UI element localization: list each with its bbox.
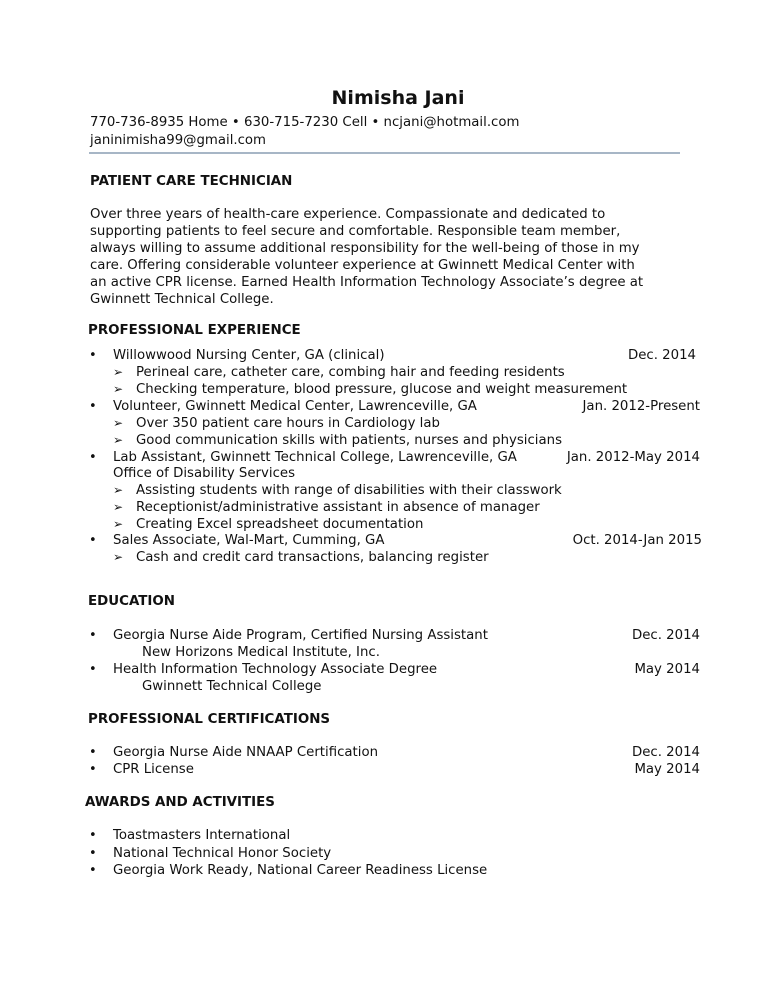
job-title: Sales Associate, Wal-Mart, Cumming, GA (113, 533, 385, 548)
education-date: Dec. 2014 (631, 628, 700, 643)
job-detail: Assisting students with range of disabilities with their classwork (136, 483, 562, 498)
bullet-icon: • (89, 399, 97, 414)
contact-line-1: 770-736-8935 Home • 630-715-7230 Cell • ncjani@hotmail.com (90, 115, 520, 130)
certification-date: Dec. 2014 (631, 745, 700, 760)
contact-line-2: janinimisha99@gmail.com (90, 133, 267, 148)
job-detail: Cash and credit card transactions, balancing register (136, 550, 489, 565)
bullet-icon: • (89, 863, 97, 878)
job-detail: Over 350 patient care hours in Cardiology lab (136, 416, 440, 431)
certification-date: May 2014 (634, 762, 700, 777)
objective-title: PATIENT CARE TECHNICIAN (90, 174, 293, 189)
awards-title: AWARDS AND ACTIVITIES (85, 795, 275, 810)
summary-line: supporting patients to feel secure and comfortable. Responsible team member, (90, 224, 621, 239)
job-date: Dec. 2014 (627, 348, 696, 363)
job-subtitle: Office of Disability Services (113, 466, 295, 481)
award-item: Georgia Work Ready, National Career Readiness License (113, 863, 488, 878)
job-date: Jan. 2012-Present (582, 399, 700, 414)
summary-line: an active CPR license. Earned Health Information Technology Associate’s degree at (90, 275, 644, 290)
summary-line: care. Offering considerable volunteer experience at Gwinnett Medical Center with (90, 258, 635, 273)
bullet-icon: • (89, 533, 97, 548)
job-detail: Receptionist/administrative assistant in absence of manager (136, 500, 540, 515)
bullet-icon: • (89, 846, 97, 861)
arrow-bullet-icon: ➢ (113, 500, 124, 514)
candidate-name: Nimisha Jani (331, 87, 465, 109)
education-degree: Georgia Nurse Aide Program, Certified Nursing Assistant (113, 628, 488, 643)
job-detail: Checking temperature, blood pressure, glucose and weight measurement (136, 382, 628, 397)
job-detail: Perineal care, catheter care, combing hair and feeding residents (136, 365, 565, 380)
education-degree: Health Information Technology Associate Degree (113, 662, 438, 677)
experience-title: PROFESSIONAL EXPERIENCE (88, 323, 301, 338)
bullet-icon: • (89, 762, 97, 777)
summary-line: Gwinnett Technical College. (90, 292, 274, 307)
award-item: National Technical Honor Society (113, 846, 332, 861)
job-title: Volunteer, Gwinnett Medical Center, Lawrenceville, GA (113, 399, 477, 414)
arrow-bullet-icon: ➢ (113, 517, 124, 531)
arrow-bullet-icon: ➢ (113, 416, 124, 430)
summary-line: Over three years of health-care experience. Compassionate and dedicated to (90, 207, 606, 222)
certification-name: Georgia Nurse Aide NNAAP Certification (113, 745, 379, 760)
bullet-icon: • (89, 662, 97, 677)
job-detail: Creating Excel spreadsheet documentation (136, 517, 424, 532)
education-school: Gwinnett Technical College (142, 679, 322, 694)
arrow-bullet-icon: ➢ (113, 550, 124, 564)
bullet-icon: • (89, 348, 97, 363)
education-title: EDUCATION (88, 594, 175, 609)
objective-summary (90, 206, 643, 308)
bullet-icon: • (89, 628, 97, 643)
education-date: May 2014 (634, 662, 700, 677)
award-item: Toastmasters International (113, 828, 291, 843)
arrow-bullet-icon: ➢ (113, 382, 124, 396)
job-title: Willowwood Nursing Center, GA (clinical) (113, 348, 385, 363)
header-divider (89, 152, 680, 154)
job-date: Jan. 2012-May 2014 (566, 450, 700, 465)
bullet-icon: • (89, 745, 97, 760)
certifications-title: PROFESSIONAL CERTIFICATIONS (88, 712, 331, 727)
bullet-icon: • (89, 828, 97, 843)
education-school: New Horizons Medical Institute, Inc. (142, 645, 380, 660)
arrow-bullet-icon: ➢ (113, 483, 124, 497)
job-date: Oct. 2014-Jan 2015 (572, 533, 702, 548)
bullet-icon: • (89, 450, 97, 465)
job-title: Lab Assistant, Gwinnett Technical College, Lawrenceville, GA (113, 450, 517, 465)
summary-line: always willing to assume additional responsibility for the well-being of those in my (90, 241, 640, 256)
job-detail: Good communication skills with patients, nurses and physicians (136, 433, 562, 448)
certification-name: CPR License (113, 762, 194, 777)
arrow-bullet-icon: ➢ (113, 365, 124, 379)
arrow-bullet-icon: ➢ (113, 433, 124, 447)
